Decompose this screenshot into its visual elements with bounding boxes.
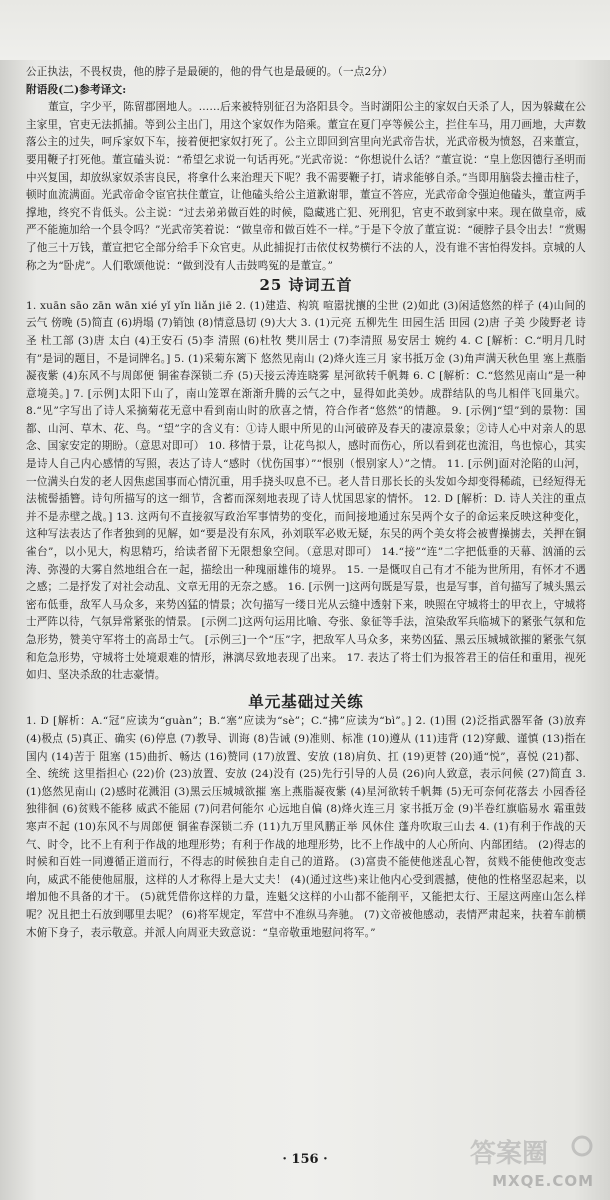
intro-line: 公正执法，不畏权贵，他的脖子是最硬的，他的骨气也是最硬的。（一点2分） [26, 66, 393, 78]
section-25-answers: 1. xuān sāo zān wān xié yǐ yǐn liǎn jiē 2. (1)建造、构筑 喧嚣扰攘的尘世 (2)如此 (3)闲适悠然的样子 (4)山间的云气 傍晚 (5)简直 (6)坍塌 (7)销蚀 (8)情意恳切 (9)大大 3. (1)元亮 五柳先生 田园生活 田园 (2)唐 子美 少陵野老 诗圣 杜工部 (3)唐 太白 (4)王安石 (5)李 清照 (6)杜牧 樊川居士 (7)李清照 易安居士 婉约 4. C [解析：C.“明月几时有”是词的题目，不是词牌名。] 5. (1)采菊东篱下 悠然见南山 (2)烽火连三月 家书抵万金 (3)角声满天秋色里 塞上燕脂凝夜紫 (4)东风不与周郎便 铜雀春深锁二乔 (5)天接云涛连晓雾 星河欲转千帆舞 6. C [解析：C.“悠然见南山”是一种意境美。] 7. [示例]太阳下山了，南山笼罩在渐渐升腾的云气之中，显得如此美妙。成群结队的鸟儿相伴飞回巢穴。 8.“见”字写出了诗人采摘菊花无意中看到南山时的欣喜之情，符合作者“悠然”的情趣。 9. [示例]“望”到的景物：国都、山河、草木、花、鸟。“望”字的含义有：①诗人眼中所见的山河破碎及春天的凄凉景象；②诗人心中对亲人的思念、国家安定的期盼。（意思对即可） 10. 移情于景，让花鸟拟人，感时而伤心，所以看到花也流泪，鸟也惊心，其实是诗人自己内心感情的写照，表达了诗人“感时（忧伤国事）”“恨别（恨别家人）”之情。 11. [示例]面对沦陷的山河，一位满头白发的老人因焦虑国事而心情沉重，用手挠头叹息不已。老人昔日那长长的头发如今却变得稀疏，已经短得无法梳髻插簪。诗句所描写的这一细节，含蓄而深刻地表现了诗人忧国思家的情怀。 12. D [解析：D. 诗人关注的重点并不是赤壁之战。] 13. 这两句不直接叙写政治军事情势的变化，而间接地通过东吴两个女子的命运来反映这种变化，这种写法表达了作者独到的见解，如“要是没有东风，孙刘联军必败无疑，东吴的两个美女将会被曹操掳去，关押在铜雀台”，以小见大，构思精巧，给读者留下无限想象空间。（意思对即可） 14.“接”“连”二字把低垂的天幕、汹涌的云涛、弥漫的大雾自然地组合在一起，描绘出一种瑰丽雄伟的境界。 15. 一是慨叹自己有才不能为世所用，有怀才不遇之感；二是抒发了对社会动乱、文章无用的无奈之感。 16. [示例一]这两句既是写景，也是写事，首句描写了城头黑云密布低垂，敌军人马众多，来势凶猛的情景；次句描写一缕日光从云缝中透射下来，映照在守城将士的甲衣上，守城将士严阵以待，气氛异常紧张的情景。 [示例二]这两句运用比喻、夸张、象征等手法，渲染敌军兵临城下的紧张气氛和危急形势，赞美守军将士的高昂士气。 [示例三]一个“压”字，把敌军人马众多，来势凶猛、黑云压城城欲摧的紧张气氛和危急形势，守城将士处境艰难的情形，淋漓尽致地表现了出来。 17. 表达了将士们为报答君王的信任和重用，视死如归、坚决杀敌的壮志豪情。 [26, 299, 587, 682]
page-number: · 156 · [282, 1152, 328, 1167]
svg-text:答案圈: 答案圈 [470, 1139, 549, 1169]
translation-paragraph: 董宣，字少平，陈留郡圉地人。……后来被特别征召为洛阳县令。当时湖阳公主的家奴白天杀了人，因为躲藏在公主家里，官吏无法抓捕。等到公主出门，用这个家奴作为陪乘。董宣在夏门亭等候公主，拦住车马，用刀画地，大声数落公主的过失，呵斥家奴下车，接着便把家奴打死了。公主立即回到宫里向光武帝告状，光武帝极为愤怒，召来董宣，要用鞭子打死他。董宣磕头说：“希望乞求说一句话再死。”光武帝说：“你想说什么话？”董宣说：“皇上您因德行圣明而中兴复国，却放纵家奴杀害良民，将拿什么来治理天下呢？我不需要鞭子打，请求能够自杀。”当即用脑袋去撞击柱子，顿时血流满面。光武帝命令宦官扶住董宣，让他磕头给公主道歉谢罪，董宣不答应，光武帝命令强迫他磕头，董宣两手撑地，终究不肯低头。公主说：“过去弟弟做百姓的时候，隐藏逃亡犯、死刑犯，官吏不敢到家中来。现在做皇帝，威严不能施加给一个县令吗？”光武帝笑着说：“做皇帝和做百姓不一样。”于是下令放了董宣说：“硬脖子县令出去！”赏赐了他三十万钱，董宣把它全部分给手下众官吏。从此捕捉打击依仗权势横行不法的人，没有谁不害怕得发抖。京城的人称之为“卧虎”。人们歌颂他说：“做到没有人击鼓鸣冤的是董宣。” [26, 101, 586, 272]
answer-column [26, 64, 586, 942]
section-number: 25 [259, 276, 283, 295]
unit-title: 单元基础过关练 [248, 691, 364, 711]
section-name: 诗词五首 [288, 276, 353, 295]
watermark-brand: MXQE.COM [492, 1172, 594, 1190]
unit-answers: 1. D [解析：A.“冠”应读为“guàn”；B.“塞”应读为“sè”；C.“拂”应读为“bì”。] 2. (1)围 (2)泛指武器军备 (3)放弃 (4)极点 (5)真正、确实 (6)停息 (7)教导、训诲 (8)告诫 (9)准则、标准 (10)遵从 (11)违背 (12)穿戴、谨慎 (13)指在国内 (14)苦于 阻塞 (15)曲折、畅达 (16)赞同 (17)放置、安放 (18)肩负、扛 (19)更替 (20)通“悦”，喜悦 (21)都、全、统统 这里指担心 (22)价 (23)放置、安放 (24)没有 (25)先行引导的人员 (26)向人致意，表示问候 (27)简直 3. (1)悠然见南山 (2)感时花溅泪 (3)黑云压城城欲摧 塞上燕脂凝夜紫 (4)星河欲转千帆舞 (5)无可奈何花落去 小园香径独徘徊 (6)贫贱不能移 威武不能屈 (7)问君何能尔 心远地自偏 (8)烽火连三月 家书抵万金 (9)半卷红旗临易水 霜重鼓寒声不起 (10)东风不与周郎便 铜雀春深锁二乔 (11)九万里风鹏正举 风休住 蓬舟吹取三山去 4. (1)有利于作战的天气、时令，比不上有利于作战的地理形势；有利于作战的地理形势，比不上作战中的人心所向、内部团结。 (2)得志的时候和百姓一同遵循正道而行，不得志的时候独自走自己的道路。 (3)富贵不能使他迷乱心智，贫贱不能使他改变志向，威武不能使他屈服，这样的人才称得上是大丈夫！ (4)(通过这些)来让他内心受到震撼，使他的性格坚忍起来，以增加他不具备的才干。 (5)就凭借你这样的力量，连魁父这样的小山都不能削平，又能把太行、王屋这两座山怎么样呢？况且把土石放到哪里去呢？ (6)将军规定，军营中不准纵马奔驰。 (7)文帝被他感动，表情严肃起来，扶着车前横木俯下身子，表示敬意。并派人向周亚夫致意说：“皇帝敬重地慰问将军。” [26, 715, 586, 939]
top-shadow [0, 0, 610, 60]
translation-heading: 附语段(二)参考译文: [26, 83, 127, 96]
section-25-title [26, 277, 586, 295]
